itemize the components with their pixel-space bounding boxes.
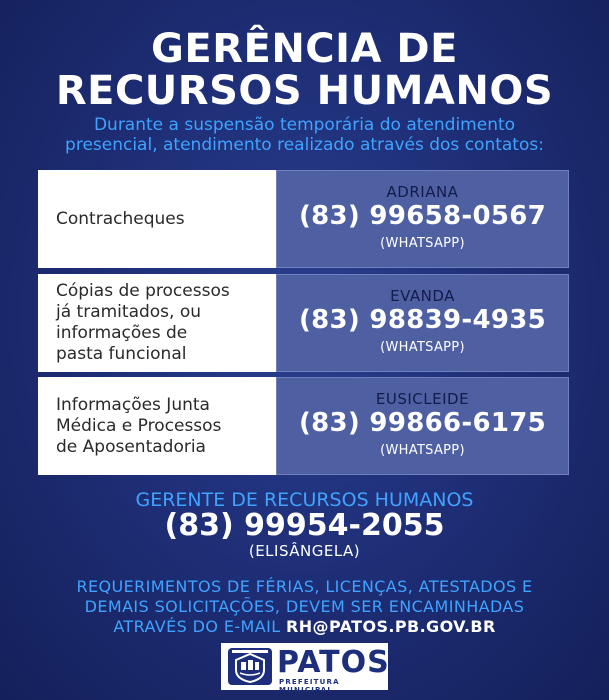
page-title-line1: GERÊNCIA DE <box>151 26 458 72</box>
email-address: RH@PATOS.PB.GOV.BR <box>286 617 496 636</box>
page-title-line2: RECURSOS HUMANOS <box>55 68 554 114</box>
city-crest-icon <box>228 648 272 685</box>
notice-line1: REQUERIMENTOS DE FÉRIAS, LICENÇAS, ATESTADOS E <box>76 577 533 596</box>
manager-phone: (83) 99954-2055 <box>164 508 445 543</box>
manager-name: (ELISÂNGELA) <box>248 542 361 560</box>
contact-row-contracheques <box>38 170 569 268</box>
notice-line3-prefix: ATRAVÉS DO E-MAIL <box>113 617 287 636</box>
contact-name: ADRIANA <box>386 183 459 201</box>
contact-panel <box>276 377 569 475</box>
contact-name: EVANDA <box>390 287 455 305</box>
contact-channel: (WHATSAPP) <box>380 340 465 355</box>
subtitle-line2: presencial, atendimento realizado através dos contatos: <box>65 135 544 155</box>
contact-row-processos <box>38 274 569 372</box>
contact-topic: Contracheques <box>38 170 276 268</box>
contact-channel: (WHATSAPP) <box>380 443 465 458</box>
contact-panel <box>276 170 569 268</box>
subtitle-line1: Durante a suspensão temporária do atendimento <box>93 115 516 135</box>
notice-line2: DEMAIS SOLICITAÇÕES, DEVEM SER ENCAMINHADAS <box>84 597 525 616</box>
logo-subtitle: PREFEITURA MUNICIPAL <box>279 678 340 694</box>
manager-label: GERENTE DE RECURSOS HUMANOS <box>135 489 474 511</box>
notice-line3 <box>0 617 609 636</box>
contact-phone: (83) 99866-6175 <box>298 408 547 438</box>
contact-channel: (WHATSAPP) <box>380 236 465 251</box>
contact-phone: (83) 98839-4935 <box>298 305 547 335</box>
contact-name: EUSICLEIDE <box>375 390 470 408</box>
contact-topic: Informações Junta Médica e Processos de Aposentadoria <box>38 377 276 475</box>
logo-name: PATOS <box>277 645 390 680</box>
prefeitura-logo <box>221 643 390 694</box>
contact-phone: (83) 99658-0567 <box>298 201 547 231</box>
contact-panel <box>276 274 569 372</box>
contact-topic: Cópias de processos já tramitados, ou informações de pasta funcional <box>38 274 276 372</box>
contact-row-junta-medica <box>38 377 569 475</box>
